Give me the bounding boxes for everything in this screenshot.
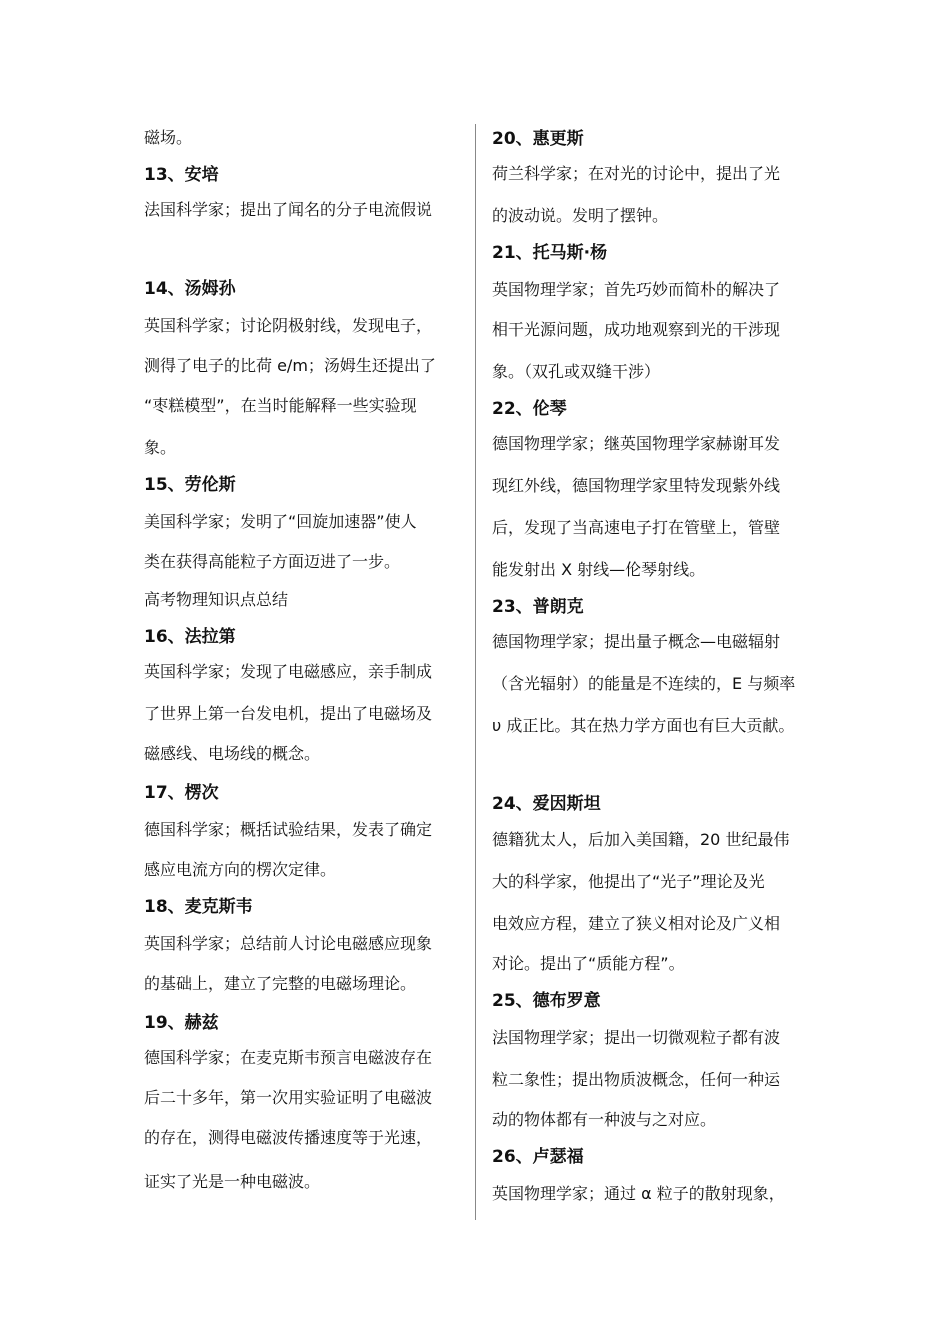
paragraph-line: 磁场。 xyxy=(144,128,193,147)
paragraph-line: 证实了光是一种电磁波。 xyxy=(144,1172,321,1191)
scientist-heading: 16、法拉第 xyxy=(144,627,236,647)
paragraph-line: 的波动说。发明了摆钟。 xyxy=(492,206,669,225)
paragraph-line: 对论。提出了“质能方程”。 xyxy=(492,954,685,973)
paragraph-line: υ 成正比。其在热力学方面也有巨大贡献。 xyxy=(492,716,795,735)
paragraph-line: （含光辐射）的能量是不连续的，E 与频率 xyxy=(492,674,796,693)
paragraph-line: 能发射出 X 射线—伦琴射线。 xyxy=(492,560,706,579)
paragraph-line: 英国科学家；讨论阴极射线，发现电子， xyxy=(144,316,433,335)
scientist-heading: 14、汤姆孙 xyxy=(144,279,236,299)
paragraph-line: 感应电流方向的楞次定律。 xyxy=(144,860,337,879)
paragraph-line: 英国物理学家；首先巧妙而简朴的解决了 xyxy=(492,280,781,299)
paragraph-line: 英国科学家；发现了电磁感应，亲手制成 xyxy=(144,662,433,681)
paragraph-line: 美国科学家；发明了“回旋加速器”使人 xyxy=(144,512,417,531)
paragraph-line: 德国物理学家；提出量子概念—电磁辐射 xyxy=(492,632,781,651)
paragraph-line: 动的物体都有一种波与之对应。 xyxy=(492,1110,717,1129)
paragraph-line: 象。 xyxy=(144,438,177,457)
paragraph-line: 后，发现了当高速电子打在管壁上，管壁 xyxy=(492,518,781,537)
paragraph-line: 德籍犹太人，后加入美国籍，20 世纪最伟 xyxy=(492,830,790,849)
scientist-heading: 13、安培 xyxy=(144,165,219,185)
paragraph-line: 粒二象性；提出物质波概念，任何一种运 xyxy=(492,1070,781,1089)
paragraph-line: 测得了电子的比荷 e/m；汤姆生还提出了 xyxy=(144,356,436,375)
paragraph-line: 法国科学家；提出了闻名的分子电流假说 xyxy=(144,200,433,219)
scientist-heading: 17、楞次 xyxy=(144,783,219,803)
scientist-heading: 21、托马斯·杨 xyxy=(492,243,608,263)
scientist-heading: 15、劳伦斯 xyxy=(144,475,236,495)
paragraph-line: 的存在，测得电磁波传播速度等于光速， xyxy=(144,1128,433,1147)
paragraph-line: 法国物理学家；提出一切微观粒子都有波 xyxy=(492,1028,781,1047)
paragraph-line: 类在获得高能粒子方面迈进了一步。 xyxy=(144,552,401,571)
paragraph-line: 荷兰科学家；在对光的讨论中，提出了光 xyxy=(492,164,781,183)
paragraph-line: 磁感线、电场线的概念。 xyxy=(144,744,321,763)
paragraph-line: 英国物理学家；通过 α 粒子的散射现象， xyxy=(492,1184,785,1203)
paragraph-line: 了世界上第一台发电机，提出了电磁场及 xyxy=(144,704,433,723)
paragraph-line: “枣糕模型”，在当时能解释一些实验现 xyxy=(144,396,417,415)
paragraph-line: 电效应方程，建立了狭义相对论及广义相 xyxy=(492,914,781,933)
scientist-heading: 20、惠更斯 xyxy=(492,129,584,149)
scientist-heading: 19、赫兹 xyxy=(144,1013,219,1033)
paragraph-line: 德国科学家；在麦克斯韦预言电磁波存在 xyxy=(144,1048,433,1067)
paragraph-line: 德国物理学家；继英国物理学家赫谢耳发 xyxy=(492,434,781,453)
scientist-heading: 22、伦琴 xyxy=(492,399,567,419)
scientist-heading: 25、德布罗意 xyxy=(492,991,601,1011)
paragraph-line: 德国科学家；概括试验结果，发表了确定 xyxy=(144,820,433,839)
column-divider xyxy=(475,124,476,1220)
paragraph-line: 高考物理知识点总结 xyxy=(144,590,289,609)
scientist-heading: 23、普朗克 xyxy=(492,597,584,617)
paragraph-line: 象。（双孔或双缝干涉） xyxy=(492,362,661,381)
paragraph-line: 相干光源问题，成功地观察到光的干涉现 xyxy=(492,320,781,339)
paragraph-line: 的基础上，建立了完整的电磁场理论。 xyxy=(144,974,417,993)
scientist-heading: 24、爱因斯坦 xyxy=(492,794,601,814)
paragraph-line: 英国科学家；总结前人讨论电磁感应现象 xyxy=(144,934,433,953)
paragraph-line: 现红外线，德国物理学家里特发现紫外线 xyxy=(492,476,781,495)
scientist-heading: 18、麦克斯韦 xyxy=(144,897,253,917)
paragraph-line: 后二十多年，第一次用实验证明了电磁波 xyxy=(144,1088,433,1107)
paragraph-line: 大的科学家，他提出了“光子”理论及光 xyxy=(492,872,765,891)
scientist-heading: 26、卢瑟福 xyxy=(492,1147,584,1167)
